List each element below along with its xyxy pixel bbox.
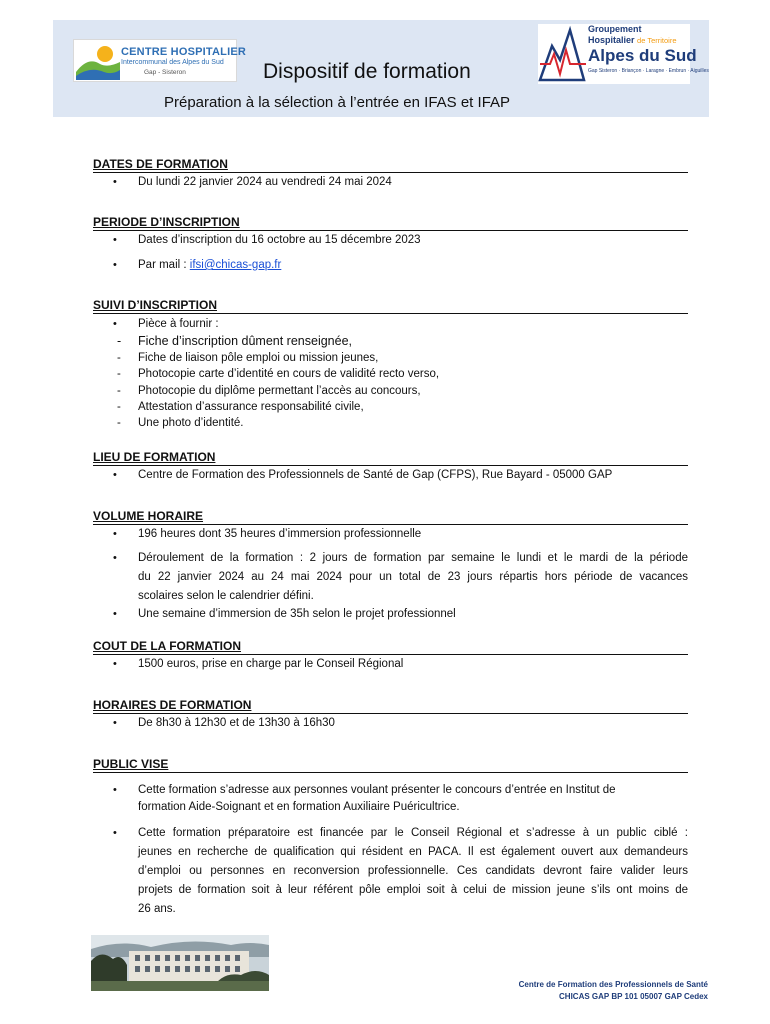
footer-line2: CHICAS GAP BP 101 05007 GAP Cedex <box>559 992 708 1001</box>
ght-line4: Gap Sisteron · Briançon · Laragne · Embrun · Aiguilles <box>588 68 709 74</box>
page-title: Dispositif de formation <box>263 60 471 83</box>
section-title: COUT DE LA FORMATION <box>93 639 688 655</box>
section-suivi: SUIVI D’INSCRIPTION • Pièce à fournir : - Fiche d’inscription dûment renseignée, - Fiche de liaison pôle emploi ou mission jeunes, - Photocopie carte d’identité en cours de validité recto verso, - Photocopie du diplôme permettant l’accès au concours, - Attestation d’assurance responsabilité civile, - Une photo d’identité. <box>93 298 688 314</box>
section-cout: COUT DE LA FORMATION • 1500 euros, prise en charge par le Conseil Régional <box>93 639 688 655</box>
section-periode: PERIODE D’INSCRIPTION • Dates d’inscription du 16 octobre au 15 décembre 2023 • Par mail : ifsi@chicas-gap.fr <box>93 215 688 231</box>
logo-left-line2: Intercommunal des Alpes du Sud <box>121 59 224 66</box>
email-link[interactable]: ifsi@chicas-gap.fr <box>189 259 282 271</box>
ght-line1: Groupement <box>588 24 642 34</box>
hospital-building-photo <box>91 935 269 991</box>
ght-line2: Hospitalier de Territoire <box>588 35 677 45</box>
section-title: PUBLIC VISE <box>93 757 688 773</box>
section-horaires: HORAIRES DE FORMATION • De 8h30 à 12h30 et de 13h30 à 16h30 <box>93 698 688 714</box>
ght-line3: Alpes du Sud <box>588 46 697 65</box>
section-title: PERIODE D’INSCRIPTION <box>93 215 688 231</box>
section-lieu: LIEU DE FORMATION • Centre de Formation des Professionnels de Santé de Gap (CFPS), Rue Bayard - 05000 GAP <box>93 450 688 466</box>
section-title: SUIVI D’INSCRIPTION <box>93 298 688 314</box>
section-dates: DATES DE FORMATION • Du lundi 22 janvier 2024 au vendredi 24 mai 2024 <box>93 157 688 173</box>
section-title: LIEU DE FORMATION <box>93 450 688 466</box>
footer-line1: Centre de Formation des Professionnels de Santé <box>518 980 708 989</box>
centre-hospitalier-logo <box>73 39 247 82</box>
section-title: DATES DE FORMATION <box>93 157 688 173</box>
building-image-icon <box>91 935 269 991</box>
ght-alpes-du-sud-logo <box>538 24 709 84</box>
page-subtitle: Préparation à la sélection à l’entrée en IFAS et IFAP <box>164 94 511 111</box>
mountain-logo-icon <box>76 42 120 80</box>
section-volume: VOLUME HORAIRE • 196 heures dont 35 heures d’immersion professionnelle • Déroulement de la formation : 2 jours de formation par semaine le lundi et le mardi de la période du 22 janvier 2024 au 24 mai 2024 pour un total de 23 jours répartis hors période de vacances scolaires selon le calendrier défini. • Une semaine d’immersion de 35h selon le projet professionnel <box>93 509 688 620</box>
section-title: HORAIRES DE FORMATION <box>93 698 688 714</box>
logo-left-line3: Gap - Sisteron <box>144 69 186 76</box>
ght-mountain-icon <box>538 24 588 84</box>
section-title: VOLUME HORAIRE <box>93 509 688 525</box>
section-public: PUBLIC VISE • Cette formation s’adresse aux personnes voulant présenter le concours d’entrée en Institut de formation Aide-Soignant et en formation Auxiliaire Puéricultrice. • Cette formation préparatoire est financée par le Conseil Régional et s’adresse à un public ciblé : jeunes en recherche de qualification qui résident en PACA. Il est également ouvert aux demandeurs d’emploi ou personnes en reconversion professionnelle. Ces candidats devront faire valider leurs projets de formation soit à leur référent pôle emploi soit à celui de mission jeune s’ils ont moins de 26 ans. <box>93 757 688 915</box>
logo-left-line1: CENTRE HOSPITALIER <box>121 46 247 58</box>
